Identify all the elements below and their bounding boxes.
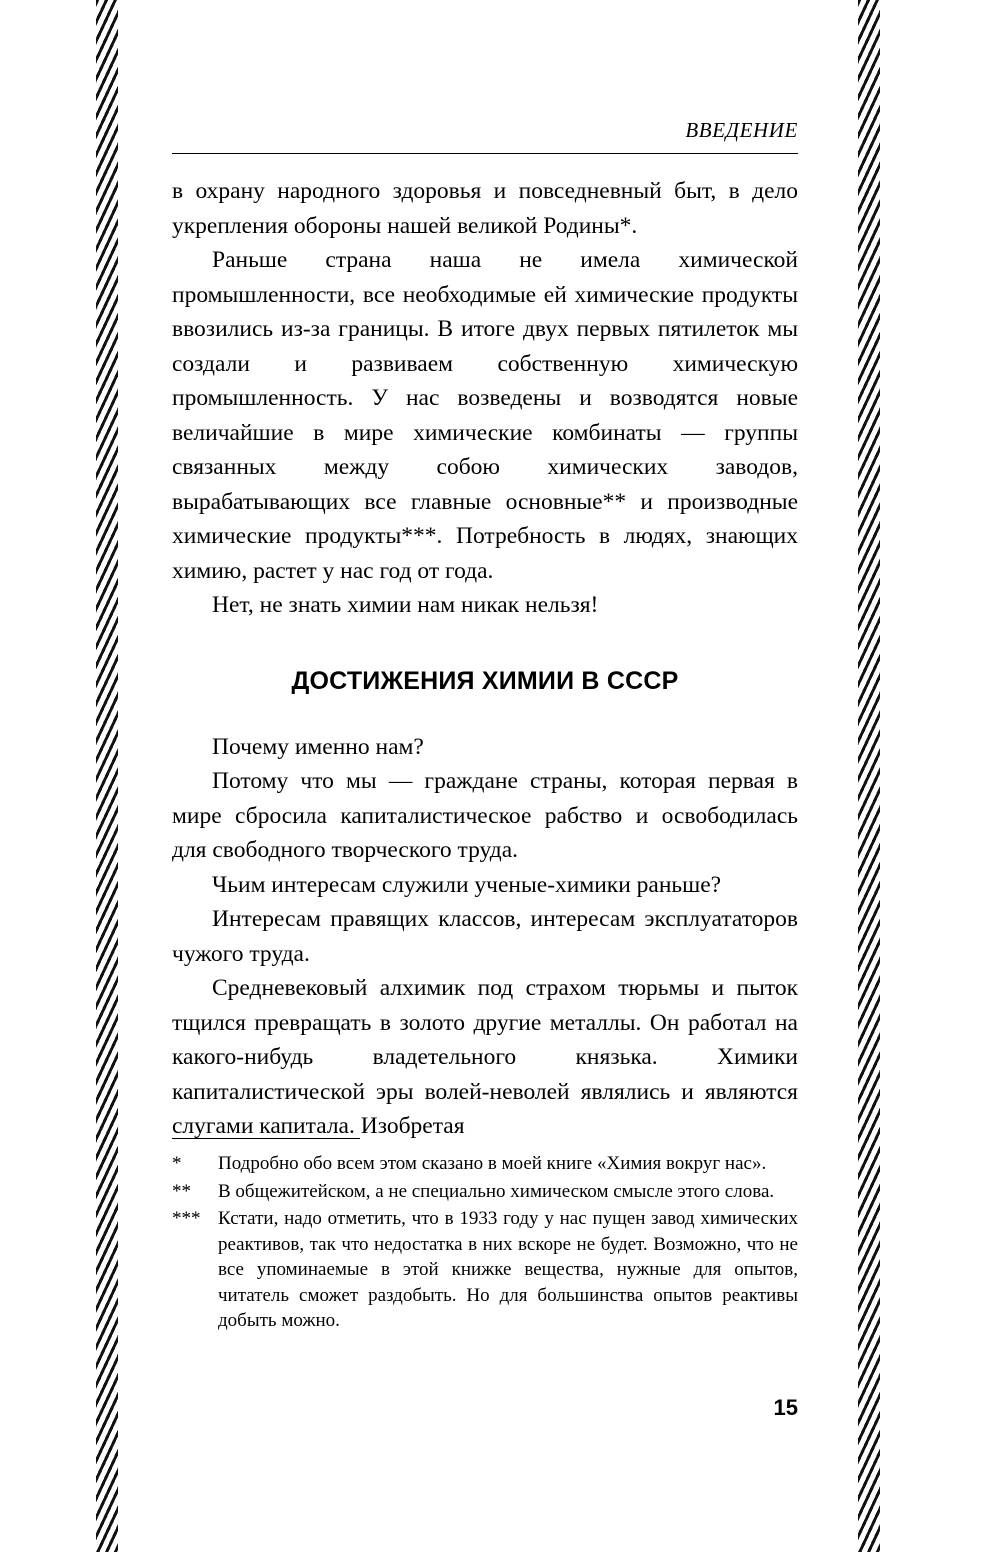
footnote-3-marker: *** <box>172 1208 201 1229</box>
body-text-block <box>172 174 798 623</box>
footnote-3 <box>172 1206 798 1334</box>
header-rule <box>172 153 798 154</box>
paragraph-exclamation: Нет, не знать химии нам никак нельзя! <box>212 592 599 618</box>
footnote-1 <box>172 1151 798 1177</box>
footnote-2-marker: ** <box>172 1180 191 1202</box>
footnote-separator-rule <box>172 1138 360 1139</box>
paragraph-answer-ruling-classes: Интересам правящих классов, интересам эксплуататоров чужого труда. <box>172 906 798 967</box>
paragraph-question-why-us: Почему именно нам? <box>212 733 424 760</box>
page-content <box>172 0 798 1552</box>
paragraph-intro-continuation: в охрану народного здоровья и повседневный быт, в дело укрепления обороны нашей великой Родины*. <box>172 178 798 239</box>
section-body-block <box>172 730 798 1144</box>
footnotes-block <box>172 1138 798 1336</box>
paragraph-alchemist: Средневековый алхимик под страхом тюрьмы и пыток тщился превращать в золото другие металлы. Он работал на какого-нибудь владетельного князька. Химики капиталистической эры волей-неволей являлись и являются слугами капитала. Изобретая <box>172 975 798 1139</box>
page-number: 15 <box>773 1395 798 1420</box>
paragraph-answer-citizens: Потому что мы — граждане страны, которая первая в мире сбросила капиталистическое рабство и освободилась для свободного творческого труда. <box>172 768 798 863</box>
paragraph-question-whom-served: Чьим интересам служили ученые-химики раньше? <box>212 871 722 898</box>
decorative-hatch-right-border <box>858 0 880 1552</box>
footnote-3-text: Кстати, надо отметить, что в 1933 году у нас пущен завод химических реактивов, так что недостатка в них вскоре не будет. Возможно, что не все упоминаемые в этой книжке вещества, нужные для опытов, читатель сможет раздобыть. Но для большинства опытов реактивы добыть можно. <box>218 1208 798 1331</box>
footnote-2-text: В общежитейском, а не специально химическом смысле этого слова. <box>218 1180 775 1202</box>
paragraph-industry: Раньше страна наша не имела химической промышленности, все необходимые ей химические продукты ввозились из-за границы. В итоге двух первых пятилеток мы создали и развиваем собственную химическую промышленность. У нас возведены и возводятся новые величайшие в мире химические комбинаты — группы связанных между собою химических заводов, вырабатывающих все главные основные** и производные химические продукты***. Потребность в людях, знающих химию, растет у нас год от года. <box>172 247 798 584</box>
section-heading: ДОСТИЖЕНИЯ ХИМИИ В СССР <box>291 666 679 695</box>
footnote-2 <box>172 1179 798 1205</box>
footnote-1-marker: * <box>172 1153 182 1174</box>
footnote-1-text: Подробно обо всем этом сказано в моей книге «Химия вокруг нас». <box>218 1153 767 1174</box>
running-head: ВВЕДЕНИЕ <box>685 118 798 142</box>
decorative-hatch-left-border <box>96 0 118 1552</box>
